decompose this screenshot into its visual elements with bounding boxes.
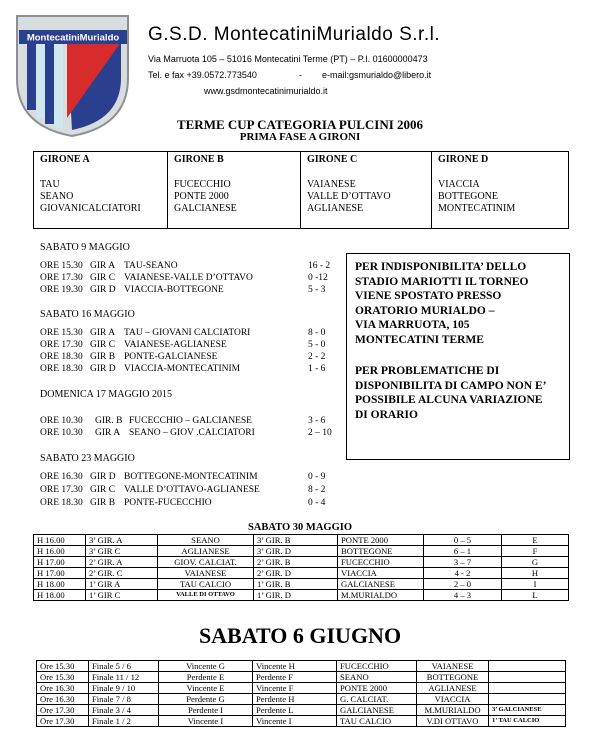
group-team: GALCIANESE (174, 203, 237, 214)
match-score: 1 - 6 (308, 364, 326, 374)
match-teams: FUCECCHIO – GALCIANESE (129, 416, 252, 426)
match-teams: VALLE D’OTTAVO-AGLIANESE (124, 485, 260, 495)
notice-line: DI ORARIO (355, 408, 418, 421)
tournament-title: TERME CUP CATEGORIA PULCINI 2006 (176, 117, 424, 132)
group-team: BOTTEGONE (438, 191, 498, 202)
match-score: 3 - 6 (308, 416, 326, 426)
club-address: Via Marruota 105 – 51016 Montecatini Terme (PT) – P.I. 01600000473 (148, 54, 428, 64)
club-phone: Tel. e fax +39.0572.773540 (148, 70, 257, 80)
schedule-cell: Vincente E (159, 683, 253, 694)
match-row (40, 485, 340, 497)
schedule-cell: F (502, 546, 569, 557)
schedule-cell: Perdente H (253, 694, 337, 705)
match-row (40, 498, 340, 510)
schedule-cell: Ore 17.30 (37, 705, 89, 716)
schedule-row (37, 661, 566, 672)
schedule-cell: BOTTEGONE (417, 672, 489, 683)
match-row (40, 364, 340, 376)
match-teams: BOTTEGONE-MONTECATINIM (124, 472, 258, 482)
schedule-cell: I (502, 579, 569, 590)
match-time: ORE 17.30 (40, 340, 83, 350)
schedule-row (34, 557, 569, 568)
schedule-cell (489, 683, 566, 694)
schedule-30-table (33, 534, 569, 601)
schedule-cell: H 18.00 (34, 590, 86, 601)
group-d (432, 152, 569, 229)
schedule-cell: 1’ GIR. B (254, 579, 338, 590)
schedule-row (37, 683, 566, 694)
match-time: ORE 15.30 (40, 261, 83, 271)
notice-line: PER INDISPONIBILITA’ DELLO (355, 261, 527, 273)
notice-line: MONTECATINI TERME (355, 333, 484, 346)
group-heading: GIRONE B (174, 154, 224, 165)
match-group: GIR D (90, 364, 116, 374)
schedule-6-title: SABATO 6 GIUGNO (198, 623, 402, 648)
match-group: GIR B (90, 352, 116, 362)
match-teams: TAU-SEANO (124, 261, 178, 271)
schedule-cell: 2’ GIR. D (254, 568, 338, 579)
schedule-cell: Perdente I (159, 705, 253, 716)
schedule-row (34, 590, 569, 601)
schedule-cell: 2’ GIR. C (86, 568, 158, 579)
group-team: VIACCIA (438, 179, 480, 190)
match-score: 8 - 2 (308, 485, 326, 495)
schedule-row (34, 568, 569, 579)
schedule-cell: 3’ GIR. D (254, 546, 338, 557)
match-group: GIR D (90, 472, 116, 482)
schedule-cell: Finale 5 / 6 (89, 661, 159, 672)
group-team: PONTE 2000 (174, 191, 229, 202)
day-title: SABATO 9 MAGGIO (40, 242, 130, 253)
schedule-row (34, 546, 569, 557)
schedule-cell: FUCECCHIO (338, 557, 424, 568)
match-time: ORE 18.30 (40, 352, 83, 362)
schedule-cell: Ore 16.30 (37, 683, 89, 694)
match-score: 2 - 2 (308, 352, 326, 362)
match-row (40, 428, 340, 440)
match-time: ORE 10.30 (40, 416, 83, 426)
match-time: ORE 10.30 (40, 428, 83, 438)
match-teams: VAIANESE-AGLIANESE (124, 340, 227, 350)
notice-line: PER PROBLEMATICHE DI (355, 365, 500, 377)
schedule-cell: VALLE DI OTTAVO (158, 590, 254, 601)
schedule-cell: 0 – 5 (424, 535, 502, 546)
schedule-cell: Perdente E (159, 672, 253, 683)
match-score: 5 - 0 (308, 340, 326, 350)
schedule-cell: Finale 11 / 12 (89, 672, 159, 683)
group-team: FUCECCHIO (174, 179, 231, 190)
match-row (40, 261, 340, 273)
match-teams: VIACCIA-BOTTEGONE (124, 285, 224, 295)
groups-table (33, 151, 569, 229)
club-title: G.S.D. MontecatiniMurialdo S.r.l. (148, 24, 441, 45)
schedule-cell (489, 661, 566, 672)
match-score: 2 – 10 (308, 428, 332, 438)
schedule-cell: Vincente G (159, 661, 253, 672)
group-heading: GIRONE A (40, 154, 90, 165)
schedule-cell: Vincente H (253, 661, 337, 672)
schedule-cell: VIACCIA (338, 568, 424, 579)
match-time: ORE 16.30 (40, 472, 83, 482)
schedule-cell: SEANO (158, 535, 254, 546)
match-time: ORE 18.30 (40, 498, 83, 508)
separator-dash: - (299, 70, 302, 80)
group-team: VALLE D’OTTAVO (307, 191, 391, 202)
schedule-cell: Ore 15.30 (37, 672, 89, 683)
schedule-cell (489, 694, 566, 705)
group-heading: GIRONE C (307, 154, 358, 165)
match-score: 16 - 2 (308, 261, 331, 271)
schedule-row (37, 694, 566, 705)
day-title: SABATO 16 MAGGIO (40, 309, 135, 320)
match-score: 5 - 3 (308, 285, 326, 295)
match-group: GIR C (90, 340, 116, 350)
group-team: TAU (40, 179, 60, 190)
schedule-cell: Perdente L (253, 705, 337, 716)
schedule-cell: VIACCIA (417, 694, 489, 705)
schedule-cell: PONTE 2000 (337, 683, 417, 694)
match-score: 0 -12 (308, 273, 328, 283)
schedule-cell: V.DI OTTAVO (417, 716, 489, 727)
schedule-cell: TAU CALCIO (158, 579, 254, 590)
match-time: ORE 19.30 (40, 285, 83, 295)
club-email[interactable]: e-mail:gsmurialdo@libero.it (322, 70, 432, 80)
schedule-cell (489, 672, 566, 683)
schedule-cell: 3’ GIR. A (86, 535, 158, 546)
schedule-30-title: SABATO 30 MAGGIO (247, 522, 353, 533)
schedule-cell: GALCIANESE (337, 705, 417, 716)
schedule-cell: Vincente F (253, 683, 337, 694)
schedule-row (37, 672, 566, 683)
match-group: GIR A (90, 328, 116, 338)
notice-line: DISPONIBILITA DI CAMPO NON E’ (355, 379, 547, 392)
match-score: 0 - 9 (308, 472, 326, 482)
match-row (40, 285, 340, 297)
schedule-cell: BOTTEGONE (338, 546, 424, 557)
match-row (40, 340, 340, 352)
match-group: GIR D (90, 285, 116, 295)
schedule-cell: 2’ GIR. B (254, 557, 338, 568)
schedule-cell: Finale 9 / 10 (89, 683, 159, 694)
group-a (34, 152, 168, 229)
day-title: DOMENICA 17 MAGGIO 2015 (40, 389, 172, 400)
schedule-cell: 3’ GIR. B (254, 535, 338, 546)
schedule-cell: 1’ GIR. D (254, 590, 338, 601)
notice-line: STADIO MARIOTTI IL TORNEO (355, 275, 529, 288)
group-team: SEANO (40, 191, 74, 202)
match-group: GIR A (90, 261, 116, 271)
schedule-cell: GALCIANESE (338, 579, 424, 590)
schedule-cell: 4 - 2 (424, 568, 502, 579)
schedule-cell: AGLIANESE (417, 683, 489, 694)
schedule-cell: Ore 16.30 (37, 694, 89, 705)
match-group: GIR C (90, 485, 116, 495)
schedule-row (37, 716, 566, 727)
match-time: ORE 17.30 (40, 485, 83, 495)
schedule-cell: VAIANESE (158, 568, 254, 579)
phase-title: PRIMA FASE A GIRONI (239, 131, 361, 143)
schedule-cell: 6 – 1 (424, 546, 502, 557)
notice-line: VIENE SPOSTATO PRESSO (355, 290, 502, 302)
schedule-cell: H 16.00 (34, 535, 86, 546)
match-row (40, 328, 340, 340)
schedule-row (34, 535, 569, 546)
group-team: MONTECATINIM (438, 203, 516, 214)
match-row (40, 416, 340, 428)
schedule-cell: H (502, 568, 569, 579)
schedule-cell: Ore 15.30 (37, 661, 89, 672)
schedule-cell: 1’ GIR C (86, 590, 158, 601)
match-time: ORE 15.30 (40, 328, 83, 338)
schedule-cell: Vincente I (159, 716, 253, 727)
schedule-cell: PONTE 2000 (338, 535, 424, 546)
schedule-cell: 3’ GIR C (86, 546, 158, 557)
venue-notice (346, 253, 570, 460)
match-teams: PONTE-FUCECCHIO (124, 498, 212, 508)
schedule-cell: Finale 1 / 2 (89, 716, 159, 727)
schedule-cell: H 17.00 (34, 568, 86, 579)
match-group: GIR C (90, 273, 116, 283)
match-teams: VIACCIA-MONTECATINIM (124, 364, 241, 374)
logo-text: MontecatiniMurialdo (26, 32, 120, 44)
notice-line: ORATORIO MURIALDO – (355, 304, 495, 317)
match-row (40, 273, 340, 285)
match-group: GIR A (95, 428, 121, 438)
schedule-6-table (36, 660, 566, 727)
schedule-cell: Perdente G (159, 694, 253, 705)
match-teams: TAU – GIOVANI CALCIATORI (124, 328, 251, 338)
schedule-cell: 3’ GALCIANESE (489, 705, 566, 716)
group-c (301, 152, 432, 229)
schedule-cell: 1’ TAU CALCIO (489, 716, 566, 727)
match-teams: VAIANESE-VALLE D’OTTAVO (124, 273, 253, 283)
day-title: SABATO 23 MAGGIO (40, 453, 135, 464)
notice-line: POSSIBILE ALCUNA VARIAZIONE (355, 394, 543, 406)
schedule-cell: E (502, 535, 569, 546)
match-row (40, 472, 340, 484)
club-website[interactable]: www.gsdmontecatinimurialdo.it (204, 86, 328, 96)
match-time: ORE 18.30 (40, 364, 83, 374)
schedule-cell: 1’ GIR A (86, 579, 158, 590)
schedule-cell: G (502, 557, 569, 568)
schedule-cell: H 18.00 (34, 579, 86, 590)
schedule-cell: GIOV. CALCIAT. (158, 557, 254, 568)
schedule-row (34, 579, 569, 590)
match-teams: PONTE-GALCIANESE (124, 352, 218, 362)
schedule-cell: 2’ GIR. A (86, 557, 158, 568)
match-group: GIR. B (95, 416, 123, 426)
schedule-cell: Finale 7 / 8 (89, 694, 159, 705)
schedule-cell: 4 – 3 (424, 590, 502, 601)
match-time: ORE 17.30 (40, 273, 83, 283)
schedule-cell: AGLIANESE (158, 546, 254, 557)
group-team: GIOVANICALCIATORI (40, 203, 141, 214)
schedule-cell: SEANO (337, 672, 417, 683)
schedule-cell: Perdente F (253, 672, 337, 683)
schedule-cell: FUCECCHIO (337, 661, 417, 672)
schedule-cell: 2 – 0 (424, 579, 502, 590)
schedule-cell: 3 – 7 (424, 557, 502, 568)
match-teams: SEANO – GIOV .CALCIATORI (129, 428, 255, 438)
schedule-cell: L (502, 590, 569, 601)
schedule-cell: VAIANESE (417, 661, 489, 672)
group-team: AGLIANESE (307, 203, 364, 214)
schedule-cell: H 16.00 (34, 546, 86, 557)
schedule-cell: Ore 17.30 (37, 716, 89, 727)
match-row (40, 352, 340, 364)
group-b (168, 152, 301, 229)
notice-line: VIA MARRUOTA, 105 (355, 319, 470, 331)
schedule-cell: Finale 3 / 4 (89, 705, 159, 716)
schedule-row (37, 705, 566, 716)
match-group: GIR B (90, 498, 116, 508)
schedule-cell: H 17.00 (34, 557, 86, 568)
schedule-cell: M.MURIALDO (417, 705, 489, 716)
schedule-cell: G. CALCIAT. (337, 694, 417, 705)
group-heading: GIRONE D (438, 154, 489, 165)
schedule-cell: TAU CALCIO (337, 716, 417, 727)
schedule-cell: M.MURIALDO (338, 590, 424, 601)
match-score: 0 - 4 (308, 498, 326, 508)
group-team: VAIANESE (307, 179, 356, 190)
match-score: 8 - 0 (308, 328, 326, 338)
schedule-cell: Vincente I (253, 716, 337, 727)
